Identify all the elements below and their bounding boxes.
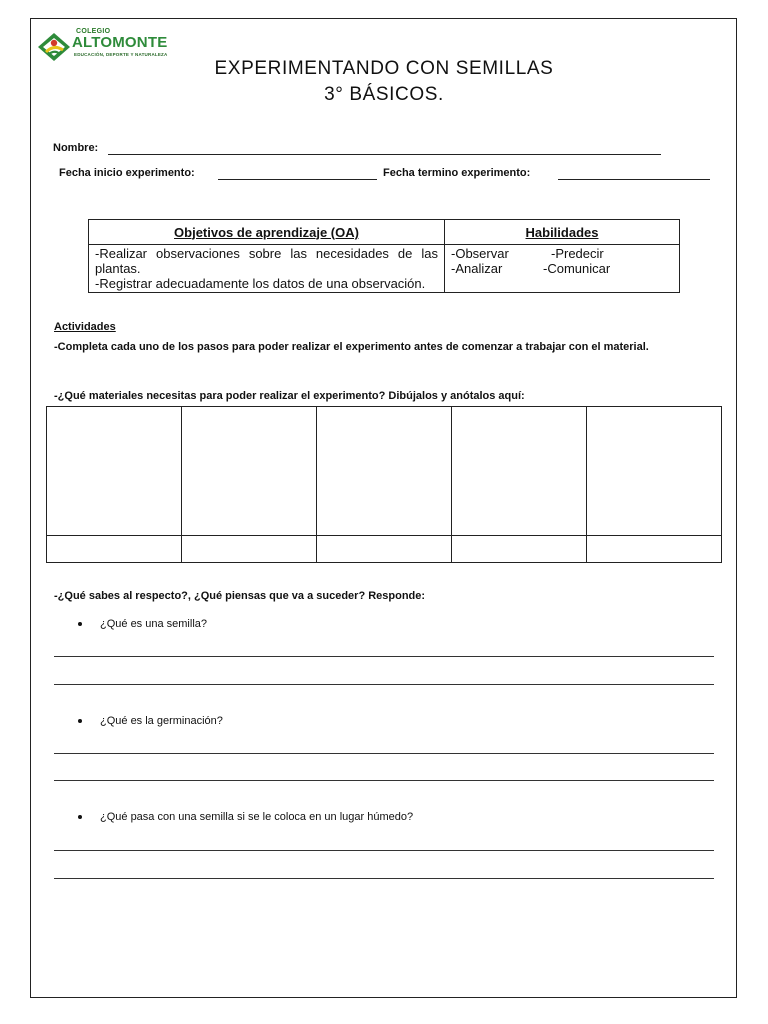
answer-line[interactable] bbox=[54, 850, 714, 851]
drawing-cell[interactable] bbox=[587, 407, 722, 536]
name-field[interactable] bbox=[108, 154, 661, 155]
bullet-icon bbox=[78, 719, 82, 723]
page-subtitle: 3° BÁSICOS. bbox=[324, 84, 444, 105]
logo-name: ALTOMONTE bbox=[72, 34, 168, 51]
answer-line[interactable] bbox=[54, 684, 714, 685]
skills-header: Habilidades bbox=[445, 220, 680, 245]
questions-prompt: -¿Qué sabes al respecto?, ¿Qué piensas que va a suceder? Responde: bbox=[54, 590, 426, 602]
skill-item: -Comunicar bbox=[543, 261, 611, 276]
question-2 bbox=[78, 715, 223, 727]
end-date-label: Fecha termino experimento: bbox=[383, 167, 531, 179]
objective-item: -Realizar observaciones sobre las necesidades de las plantas. bbox=[95, 246, 438, 276]
activities-heading: Actividades bbox=[54, 321, 116, 333]
start-date-label: Fecha inicio experimento: bbox=[59, 167, 195, 179]
objectives-cell bbox=[89, 245, 445, 293]
objectives-table bbox=[88, 219, 680, 293]
question-1 bbox=[78, 618, 207, 630]
drawing-cell[interactable] bbox=[317, 407, 452, 536]
materials-grid bbox=[46, 406, 722, 563]
label-cell[interactable] bbox=[317, 536, 452, 563]
name-label: Nombre: bbox=[53, 142, 99, 154]
start-date-field[interactable] bbox=[218, 179, 377, 180]
end-date-field[interactable] bbox=[558, 179, 710, 180]
drawing-cell[interactable] bbox=[182, 407, 317, 536]
drawing-cell[interactable] bbox=[452, 407, 587, 536]
skill-item: -Predecir bbox=[551, 246, 604, 261]
label-cell[interactable] bbox=[182, 536, 317, 563]
bullet-icon bbox=[78, 622, 82, 626]
question-3 bbox=[78, 811, 413, 823]
objective-item: -Registrar adecuadamente los datos de una observación. bbox=[95, 276, 426, 291]
answer-line[interactable] bbox=[54, 878, 714, 879]
skill-item: -Observar bbox=[451, 246, 509, 261]
question-text: ¿Qué es una semilla? bbox=[100, 618, 207, 630]
label-cell[interactable] bbox=[47, 536, 182, 563]
answer-line[interactable] bbox=[54, 780, 714, 781]
label-cell[interactable] bbox=[452, 536, 587, 563]
answer-line[interactable] bbox=[54, 656, 714, 657]
skills-cell bbox=[445, 245, 680, 293]
logo-prefix: COLEGIO bbox=[76, 28, 111, 35]
page-title: EXPERIMENTANDO CON SEMILLAS bbox=[214, 58, 554, 79]
logo-tagline: EDUCACIÓN, DEPORTE Y NATURALEZA bbox=[74, 52, 168, 57]
bullet-icon bbox=[78, 815, 82, 819]
materials-prompt: -¿Qué materiales necesitas para poder realizar el experimento? Dibújalos y anótalos aquí: bbox=[54, 390, 525, 402]
question-text: ¿Qué pasa con una semilla si se le coloca en un lugar húmedo? bbox=[100, 811, 414, 823]
objectives-header: Objetivos de aprendizaje (OA) bbox=[89, 220, 445, 245]
answer-line[interactable] bbox=[54, 753, 714, 754]
label-cell[interactable] bbox=[587, 536, 722, 563]
skill-item: -Analizar bbox=[451, 261, 503, 276]
activities-instruction: -Completa cada uno de los pasos para poder realizar el experimento antes de comenzar a trabajar con el material. bbox=[54, 341, 649, 353]
drawing-cell[interactable] bbox=[47, 407, 182, 536]
question-text: ¿Qué es la germinación? bbox=[100, 715, 223, 727]
